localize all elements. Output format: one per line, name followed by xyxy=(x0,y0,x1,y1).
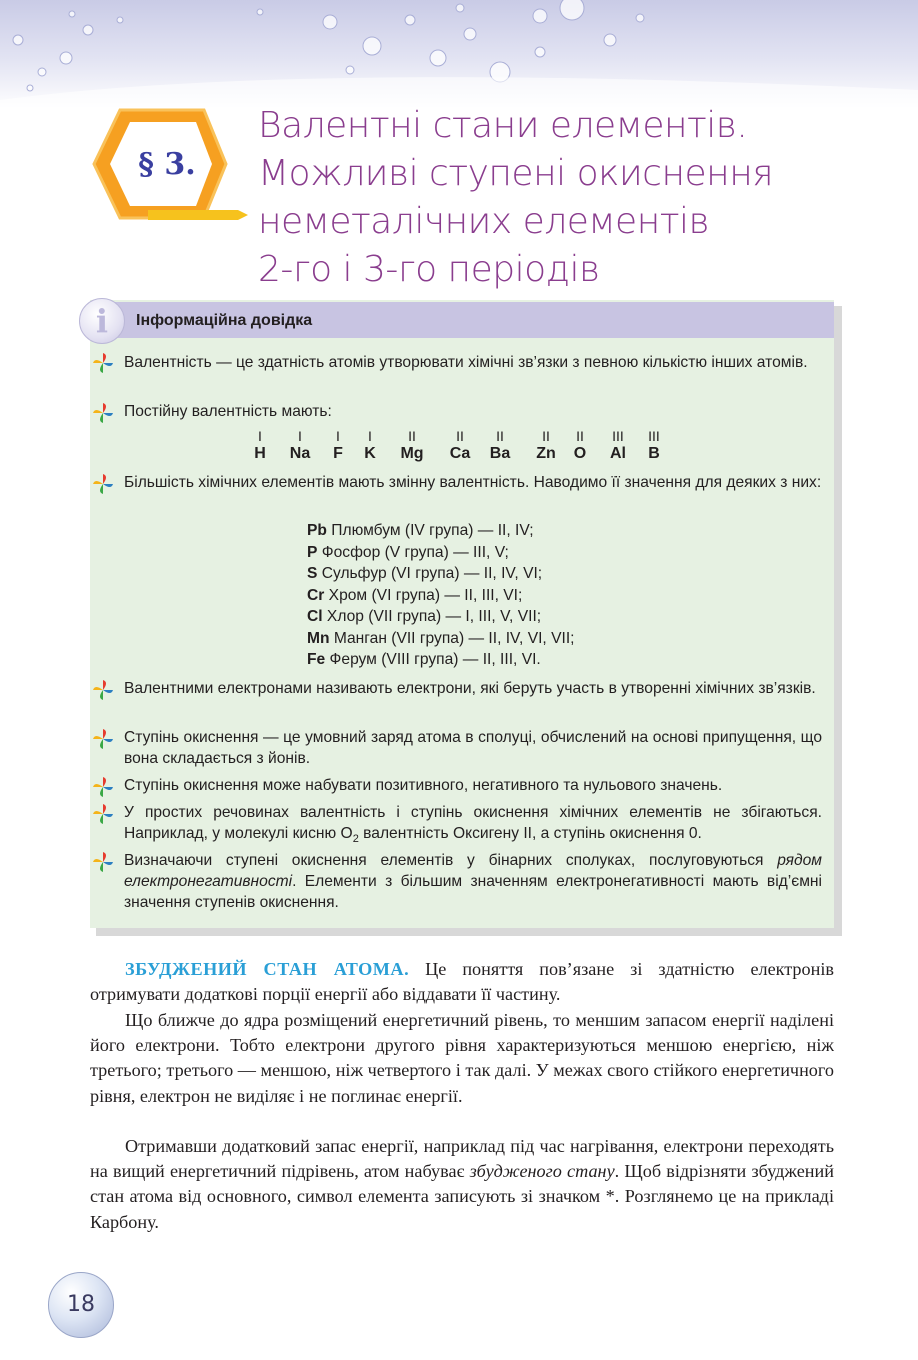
valence-column xyxy=(358,428,382,464)
element-description: Манган (VII група) — II, IV, VI, VII; xyxy=(329,629,575,647)
valence-column xyxy=(444,428,476,464)
page-title xyxy=(258,102,878,294)
pinwheel-bullet-icon xyxy=(92,679,114,701)
info-bullet-text: Більшість хімічних елементів мають змінну валентність. Наводимо її значення для деяких з них: xyxy=(124,474,822,491)
section-heading: ЗБУДЖЕНИЙ СТАН АТОМА. xyxy=(125,959,410,979)
element-symbol: K xyxy=(364,445,376,462)
bubbles-decoration xyxy=(0,0,918,110)
valence-roman: I xyxy=(258,428,262,444)
element-symbol: Cr xyxy=(307,586,325,604)
element-symbol: Al xyxy=(610,445,626,462)
list-item xyxy=(307,606,575,628)
paragraph-text: Отримавши додатковий запас енергії, наприклад під час нагрівання, електрони переходять на вищий енергетичний підрівень, атом набуває xyxy=(90,1136,834,1182)
list-item xyxy=(307,563,575,585)
info-bullet-text: Ступінь окиснення — це умовний заряд атома в сполуці, обчислений на основі припущення, що вона складається з йонів. xyxy=(124,729,822,767)
element-symbol: Cl xyxy=(307,608,323,625)
element-description: Хлор (VII група) — I, III, V, VII; xyxy=(322,608,542,625)
title-line: 2-го і 3-го періодів xyxy=(258,249,600,290)
element-symbol: Fe xyxy=(307,651,326,668)
pinwheel-bullet-icon xyxy=(92,776,114,798)
element-symbol: Ba xyxy=(489,445,511,462)
element-symbol: Zn xyxy=(536,445,556,462)
section-number: § 3. xyxy=(138,147,196,182)
variable-valence-list xyxy=(307,520,575,671)
pinwheel-bullet-icon xyxy=(92,803,114,825)
valence-roman: I xyxy=(298,428,302,444)
header-banner xyxy=(0,0,918,110)
list-item xyxy=(307,542,575,564)
valence-column xyxy=(394,428,430,464)
subscript: 2 xyxy=(352,833,359,846)
valence-column xyxy=(530,428,562,464)
bullet-text-part: . Елементи з більшим значенням електронегативності мають від’ємні значення ступенів окиснення. xyxy=(124,873,822,911)
body-paragraph xyxy=(90,1134,834,1235)
element-symbol: P xyxy=(307,543,318,561)
body-paragraph: Що ближче до ядра розміщений енергетичний рівень, то меншим запасом енергії наділені його електрони. Тобто електрони другого рівня характеризуються меншою енергією, ніж третього; третього — меншою, ніж четвертого і так далі. У межах свого стійкого енергетичного рівня, електрон не виділяє і не поглинає енергії. xyxy=(90,1010,834,1106)
valence-roman: III xyxy=(612,428,624,444)
info-bullet-text: Постійну валентність мають: xyxy=(124,403,332,420)
valence-roman: II xyxy=(456,428,464,444)
pinwheel-bullet-icon xyxy=(92,402,114,424)
info-box-title: Інформаційна довідка xyxy=(136,312,313,329)
element-symbol: S xyxy=(307,565,318,582)
element-symbol: Pb xyxy=(307,522,327,539)
valence-roman: II xyxy=(576,428,584,444)
element-symbol: Mg xyxy=(400,445,424,462)
bullet-text-part: У простих речовинах валентність і ступінь окиснення хімічних елементів не збігаються. Наприклад, у молекулі кисню O xyxy=(124,804,822,842)
list-item xyxy=(307,628,575,650)
info-icon: i xyxy=(79,298,125,344)
pinwheel-bullet-icon xyxy=(92,473,114,495)
valence-roman: II xyxy=(542,428,550,444)
info-bullet-text: Валентність — це здатність атомів утворювати хімічні зв’язки з певною кількістю інших атомів. xyxy=(124,354,808,371)
bullet-text-part: Визначаючи ступені окиснення елементів у бінарних сполуках, послуговуються xyxy=(124,852,778,869)
valence-roman: I xyxy=(368,428,372,444)
title-line: Можливі ступені окиснення xyxy=(258,153,774,194)
italic-term: збудженого стану xyxy=(469,1161,615,1182)
info-bullet-text xyxy=(124,802,822,850)
info-bullet-text xyxy=(124,850,822,913)
list-item xyxy=(307,649,575,671)
title-line: Валентні стани елементів. xyxy=(258,105,748,146)
element-description: Хром (VI група) — II, III, VI; xyxy=(324,586,523,604)
valence-column xyxy=(284,428,316,464)
element-description: Сульфур (VI група) — II, IV, VI; xyxy=(317,565,543,582)
body-paragraph xyxy=(90,957,834,1007)
element-symbol: O xyxy=(573,445,587,462)
element-symbol: F xyxy=(333,445,343,462)
italic-term: рядом електронегативності xyxy=(124,852,822,890)
element-symbol: Mn xyxy=(307,629,330,647)
valence-column xyxy=(568,428,592,464)
element-symbol: Na xyxy=(289,445,311,462)
info-bullet-text: Ступінь окиснення може набувати позитивного, негативного та нульового значень. xyxy=(124,777,723,794)
element-description: Ферум (VIII група) — II, III, VI. xyxy=(325,651,541,668)
valence-column xyxy=(248,428,272,464)
valence-column xyxy=(326,428,350,464)
element-description: Плюмбум (IV група) — II, IV; xyxy=(326,522,534,539)
valence-roman: I xyxy=(336,428,340,444)
element-symbol: B xyxy=(648,445,660,462)
element-description: Фосфор (V група) — III, V; xyxy=(317,543,509,561)
valence-column xyxy=(484,428,516,464)
valence-roman: III xyxy=(648,428,660,444)
pinwheel-bullet-icon xyxy=(92,851,114,873)
list-item xyxy=(307,520,575,542)
valence-roman: II xyxy=(408,428,416,444)
valence-roman: II xyxy=(496,428,504,444)
info-bullet-text: Валентними електронами називають електрони, які беруть участь в утворенні хімічних зв’язків. xyxy=(124,680,816,697)
list-item xyxy=(307,585,575,607)
valence-column xyxy=(640,428,668,464)
title-line: неметалічних елементів xyxy=(258,201,710,242)
element-symbol: Ca xyxy=(449,445,471,462)
pinwheel-bullet-icon xyxy=(92,728,114,750)
page-number: 18 xyxy=(48,1272,114,1338)
valence-column xyxy=(604,428,632,464)
pinwheel-bullet-icon xyxy=(92,352,114,374)
bullet-text-part: валентність Оксигену II, а ступінь окиснення 0. xyxy=(358,825,702,842)
element-symbol: H xyxy=(254,445,266,462)
paragraph-text: Це поняття пов’язане зі здатністю електронів отримувати додаткові порції енергії або віддавати її частину. xyxy=(90,959,834,1005)
paragraph-text: . Щоб відрізняти збуджений стан атома від основного, символ елемента записують зі значком *. Розглянемо це на прикладі Карбону. xyxy=(90,1161,834,1232)
